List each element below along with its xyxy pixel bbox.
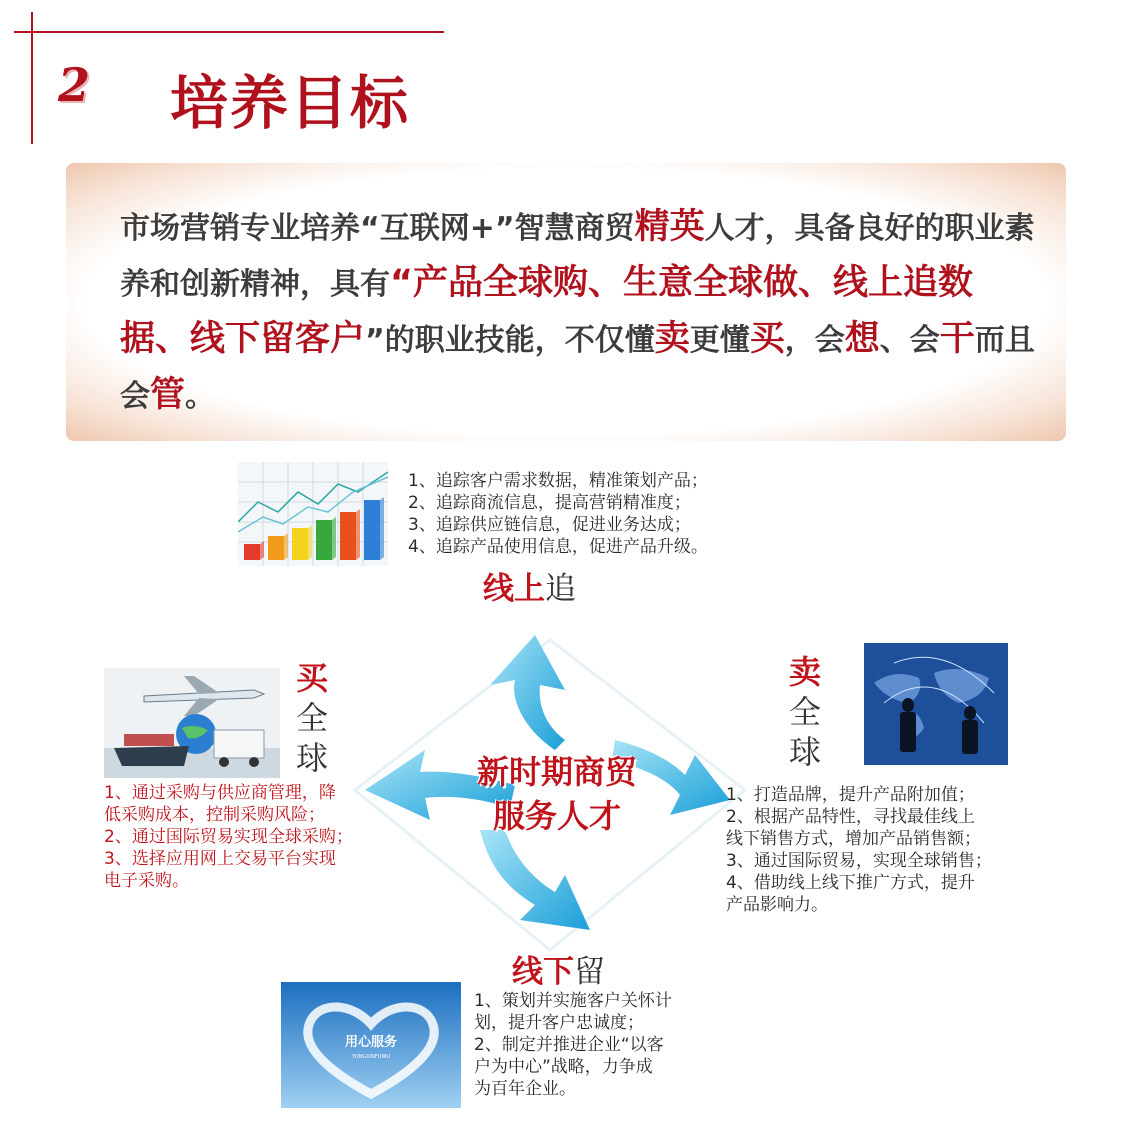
- list-item: 2、追踪商流信息，提高营销精准度；: [408, 493, 691, 513]
- sell-label: 卖 全 球: [788, 653, 821, 771]
- chart-bar: [316, 520, 332, 560]
- list-item: 户为中心”战略，力争成: [474, 1057, 653, 1077]
- buy-list: [104, 782, 353, 892]
- arrow-up-icon: [490, 635, 565, 750]
- list-item: 3、选择应用网上交易平台实现: [104, 849, 336, 869]
- svg-text:用心服务: 用心服务: [344, 1035, 398, 1050]
- list-item: 2、通过国际贸易实现全球采购；: [104, 827, 353, 847]
- list-item: 1、打造品牌，提升产品附加值；: [726, 785, 975, 805]
- list-item: 2、制定并推进企业“以客: [474, 1035, 664, 1055]
- chart-bar: [268, 536, 284, 560]
- chart-bar: [244, 544, 260, 560]
- list-item: 1、追踪客户需求数据，精准策划产品；: [408, 471, 708, 491]
- growth-chart-image: [238, 462, 388, 566]
- list-item: 1、策划并实施客户关怀计: [474, 991, 672, 1011]
- chart-bar-side: [332, 517, 336, 560]
- list-item: 3、通过国际贸易，实现全球销售；: [726, 851, 992, 871]
- sell-list: [726, 784, 992, 916]
- chart-bar-side: [356, 509, 360, 560]
- offline-label: 线下留: [512, 954, 605, 990]
- chart-bar-side: [260, 541, 264, 560]
- global-business-image: [864, 643, 1008, 765]
- section-number: 2: [58, 58, 91, 112]
- chart-bar-side: [284, 533, 288, 560]
- header-vertical-rule: [31, 12, 33, 144]
- svg-text:YONGXINFUWU: YONGXINFUWU: [351, 1054, 391, 1060]
- list-item: 电子采购。: [104, 871, 189, 891]
- list-item: 3、追踪供应链信息，促进业务达成；: [408, 515, 691, 535]
- list-item: 产品影响力。: [726, 895, 828, 915]
- hub-title: 新时期商贸 服务人才: [476, 753, 637, 835]
- service-heart-image: [281, 982, 461, 1108]
- list-item: 2、根据产品特性，寻找最佳线上: [726, 807, 975, 827]
- arrow-down-icon: [480, 830, 590, 930]
- chart-bar: [292, 528, 308, 560]
- chart-bar: [340, 512, 356, 560]
- list-item: 为百年企业。: [474, 1079, 576, 1099]
- online-label: 线上追: [483, 571, 576, 607]
- list-item: 4、借助线上线下推广方式，提升: [726, 873, 975, 893]
- online-list: [408, 470, 708, 558]
- intro-paragraph: 市场营销专业培养“互联网+”智慧商贸精英人才，具备良好的职业素养和创新精神，具有“产品全球购、生意全球做、线上追数据、线下留客户”的职业技能，不仅懂卖更懂买，会想、会干而且会管。: [120, 207, 1035, 415]
- page-title: 培养目标: [170, 69, 411, 137]
- list-item: 1、通过采购与供应商管理，降: [104, 783, 336, 803]
- offline-list: [474, 990, 672, 1100]
- header-rule: [14, 31, 444, 33]
- chart-bar: [364, 500, 380, 560]
- bar-chart: [238, 462, 388, 566]
- chart-bar-side: [380, 497, 384, 560]
- list-item: 低采购成本，控制采购风险；: [104, 805, 325, 825]
- list-item: 4、追踪产品使用信息，促进产品升级。: [408, 537, 708, 557]
- chart-bar-side: [308, 525, 312, 560]
- list-item: 线下销售方式，增加产品销售额；: [726, 829, 981, 849]
- buy-label: 买 全 球: [295, 659, 328, 777]
- list-item: 划，提升客户忠诚度；: [474, 1013, 644, 1033]
- logistics-image: [104, 668, 280, 778]
